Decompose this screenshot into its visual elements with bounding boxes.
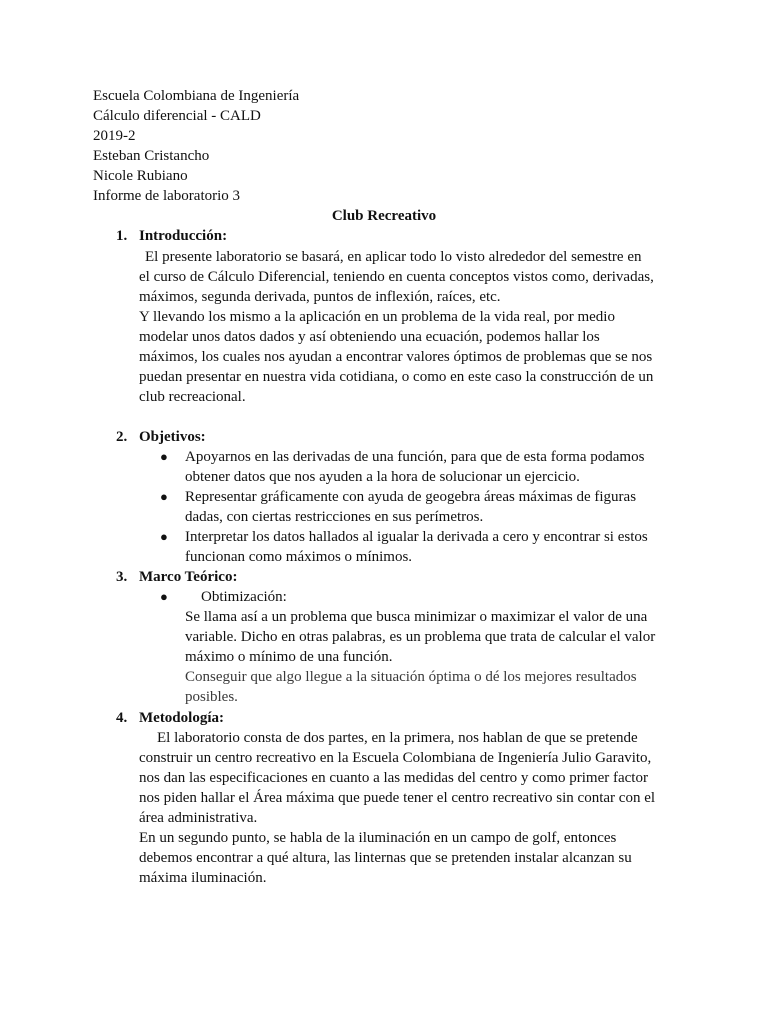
author-name: Nicole Rubiano (93, 168, 188, 184)
text-line: máximos, segunda derivada, puntos de inflexión, raíces, etc. (139, 289, 501, 305)
section-number: 1. (116, 228, 128, 244)
text-line: nos piden hallar el Área máxima que puede tener el centro recreativo sin contar con el (139, 790, 656, 806)
text-line: Apoyarnos en las derivadas de una función, para que de esta forma podamos (185, 449, 645, 465)
text-line: club recreacional. (139, 389, 246, 405)
text-line: máximo o mínimo de una función. (185, 649, 393, 665)
section-number: 3. (116, 569, 128, 585)
text-line: nos dan las especificaciones en cuanto a las medidas del centro y como primer factor (139, 770, 648, 786)
academic-period: 2019-2 (93, 128, 136, 144)
document-header (93, 86, 299, 206)
methodology-paragraph (139, 728, 679, 888)
section-title: Objetivos: (139, 429, 206, 445)
section-number: 2. (116, 429, 128, 445)
text-line: debemos encontrar a qué altura, las linternas que se pretenden instalar alcanzan su (139, 850, 632, 866)
text-line: variable. Dicho en otras palabras, es un problema que trata de calcular el valor (185, 629, 656, 645)
institution-name: Escuela Colombiana de Ingeniería (93, 88, 300, 104)
section-heading-methodology (116, 708, 224, 728)
text-line: Se llama así a un problema que busca minimizar o maximizar el valor de una (185, 609, 648, 625)
text-line: Conseguir que algo llegue a la situación óptima o dé los mejores resultados (185, 669, 637, 685)
theory-definition (185, 607, 685, 667)
section-heading-objectives (116, 427, 206, 447)
section-heading-introduction (116, 226, 227, 246)
text-line: Representar gráficamente con ayuda de geogebra áreas máximas de figuras (185, 489, 637, 505)
report-name: Informe de laboratorio 3 (93, 188, 241, 204)
theory-note (185, 667, 685, 707)
text-line: puedan presentar en nuestra vida cotidiana, o como en este caso la construcción de un (139, 369, 654, 385)
bullet-icon: ● (160, 529, 168, 544)
text-line: área administrativa. (139, 810, 258, 826)
section-heading-theory (116, 567, 237, 587)
introduction-paragraph (139, 247, 679, 407)
text-line: el curso de Cálculo Diferencial, teniendo en cuenta conceptos vistos como, derivadas, (139, 269, 654, 285)
text-line: Interpretar los datos hallados al igualar la derivada a cero y encontrar si estos (185, 529, 648, 545)
theory-subitem (160, 587, 287, 607)
text-line: máximos, los cuales nos ayudan a encontrar valores óptimos de problemas que se nos (139, 349, 653, 365)
text-line: Y llevando los mismo a la aplicación en un problema de la vida real, por medio (139, 309, 615, 325)
subitem-label: Obtimización: (201, 589, 287, 605)
text-line: máxima iluminación. (139, 870, 267, 886)
text-line: El laboratorio consta de dos partes, en la primera, nos hablan de que se pretende (157, 730, 638, 746)
text-line: posibles. (185, 689, 238, 705)
text-line: modelar unos datos dados y así obteniendo una ecuación, podemos hallar los (139, 329, 600, 345)
list-item (160, 447, 690, 487)
text-line: funcionan como máximos o mínimos. (185, 549, 413, 565)
bullet-icon: ● (160, 589, 168, 604)
bullet-icon: ● (160, 489, 168, 504)
section-number: 4. (116, 710, 128, 726)
text-line: dadas, con ciertas restricciones en sus perímetros. (185, 509, 484, 525)
text-line: En un segundo punto, se habla de la iluminación en un campo de golf, entonces (139, 830, 617, 846)
text-line: obtener datos que nos ayuden a la hora de solucionar un ejercicio. (185, 469, 580, 485)
objectives-list (160, 447, 690, 567)
section-title: Marco Teórico: (139, 569, 238, 585)
course-name: Cálculo diferencial - CALD (93, 108, 261, 124)
text-line: El presente laboratorio se basará, en aplicar todo lo visto alrededor del semestre en (145, 249, 642, 265)
section-title: Introducción: (139, 228, 228, 244)
section-title: Metodología: (139, 710, 224, 726)
list-item (160, 487, 690, 527)
bullet-icon: ● (160, 449, 168, 464)
text-line: construir un centro recreativo en la Escuela Colombiana de Ingeniería Julio Garavito, (139, 750, 652, 766)
document-title: Club Recreativo (331, 208, 437, 224)
list-item (160, 527, 690, 567)
author-name: Esteban Cristancho (93, 148, 210, 164)
